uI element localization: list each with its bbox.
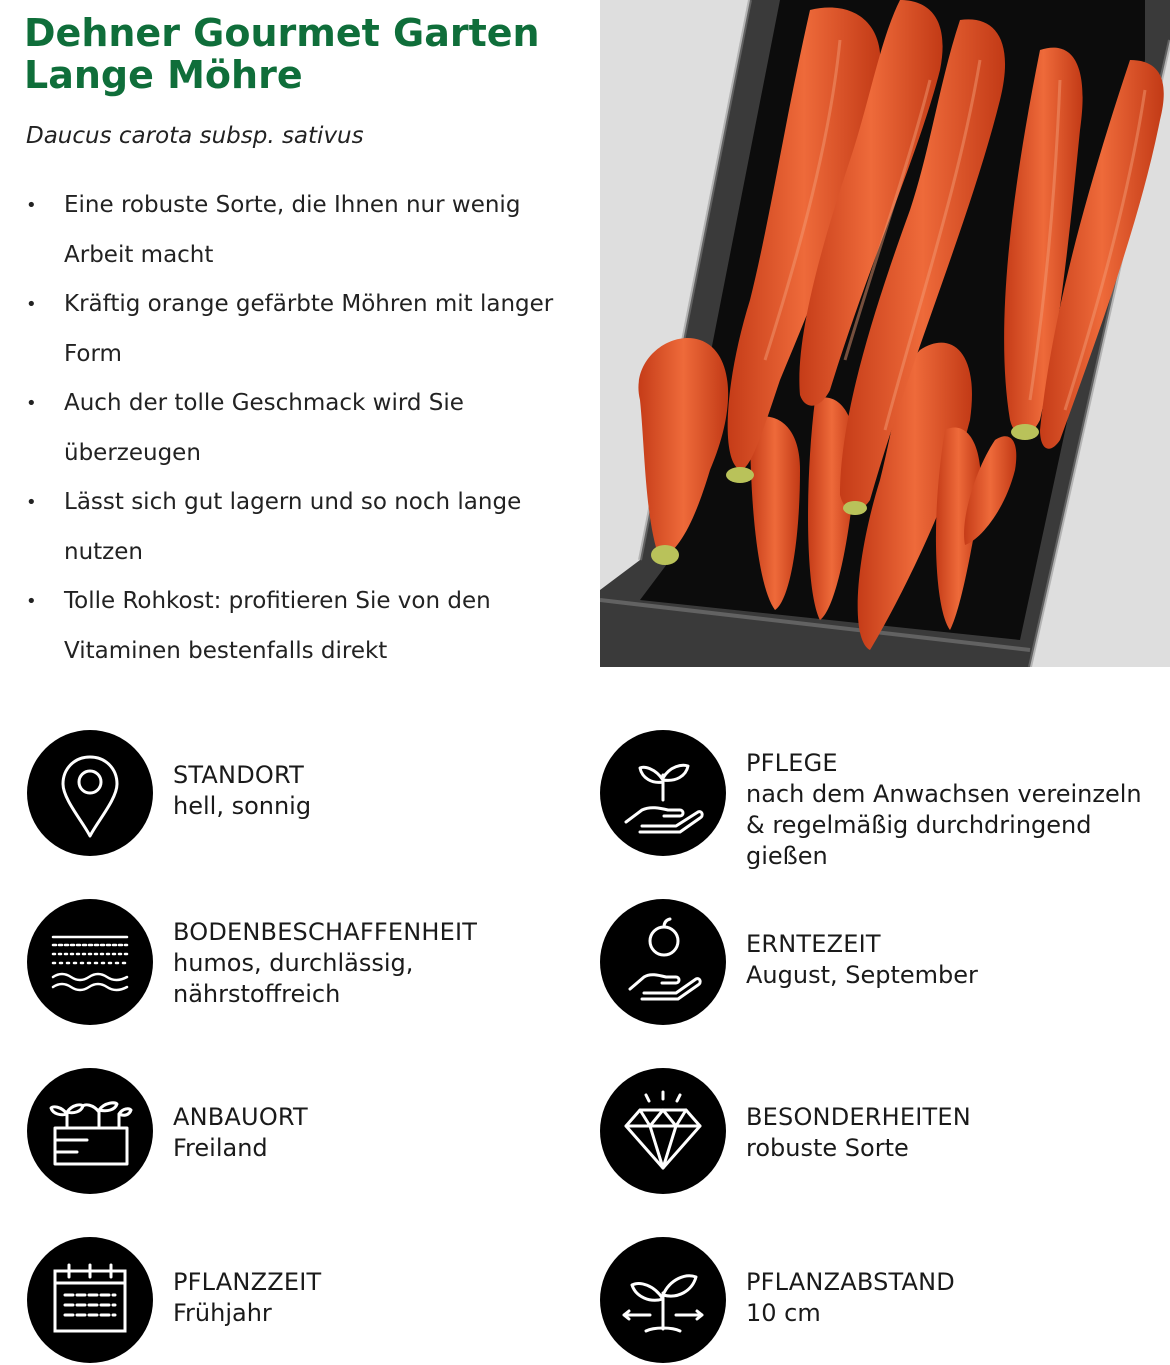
feature-value: humos, durchlässig, nährstoffreich <box>173 949 414 1008</box>
carrots-in-crate-image <box>600 0 1170 667</box>
feature-label: PFLEGE <box>746 749 838 777</box>
feature-pflege <box>600 730 1160 870</box>
bullet-item: • Kräftig orange gefärbte Möhren mit langer Form <box>24 280 584 379</box>
feature-value: Freiland <box>173 1134 268 1162</box>
feature-value: 10 cm <box>746 1299 821 1327</box>
feature-label: PFLANZZEIT <box>173 1268 322 1296</box>
feature-value: robuste Sorte <box>746 1134 909 1162</box>
feature-anbauort <box>27 1068 587 1198</box>
feature-label: ANBAUORT <box>173 1103 308 1131</box>
feature-value: Frühjahr <box>173 1299 272 1327</box>
feature-value: hell, sonnig <box>173 792 312 820</box>
feature-label: STANDORT <box>173 761 304 789</box>
location-pin-icon <box>27 730 153 856</box>
feature-boden <box>27 899 587 1029</box>
product-title <box>24 12 584 96</box>
latin-name: Daucus carota subsp. sativus <box>26 123 364 149</box>
feature-pflanzabstand <box>600 1237 1160 1365</box>
feature-label: PFLANZABSTAND <box>746 1268 955 1296</box>
fruit-hand-icon <box>600 899 726 1025</box>
feature-bullet-list <box>24 181 584 676</box>
carrots-photo <box>600 0 1170 667</box>
product-title-line-1: Dehner Gourmet Garten <box>24 11 540 55</box>
feature-label: BODENBESCHAFFENHEIT <box>173 918 478 946</box>
feature-label: BESONDERHEITEN <box>746 1103 971 1131</box>
feature-pflanzzeit <box>27 1237 587 1365</box>
feature-value: August, September <box>746 961 978 989</box>
bullet-item: • Tolle Rohkost: profitieren Sie von den Vitaminen bestenfalls direkt <box>24 577 584 676</box>
seedling-hand-icon <box>600 730 726 856</box>
plant-box-icon <box>27 1068 153 1194</box>
bullet-item: • Lässt sich gut lagern und so noch lange nutzen <box>24 478 584 577</box>
feature-label: ERNTEZEIT <box>746 930 881 958</box>
product-title-line-2: Lange Möhre <box>24 53 303 97</box>
feature-erntezeit <box>600 899 1160 1029</box>
feature-standort <box>27 730 587 860</box>
bullet-item: • Eine robuste Sorte, die Ihnen nur wenig Arbeit macht <box>24 181 584 280</box>
bullet-item: • Auch der tolle Geschmack wird Sie überzeugen <box>24 379 584 478</box>
soil-layers-icon <box>27 899 153 1025</box>
diamond-icon <box>600 1068 726 1194</box>
plant-spacing-icon <box>600 1237 726 1363</box>
feature-besonderheiten <box>600 1068 1160 1198</box>
feature-value: nach dem Anwachsen vereinzeln & regelmäßig durchdringend gießen <box>746 780 1142 870</box>
calendar-icon <box>27 1237 153 1363</box>
